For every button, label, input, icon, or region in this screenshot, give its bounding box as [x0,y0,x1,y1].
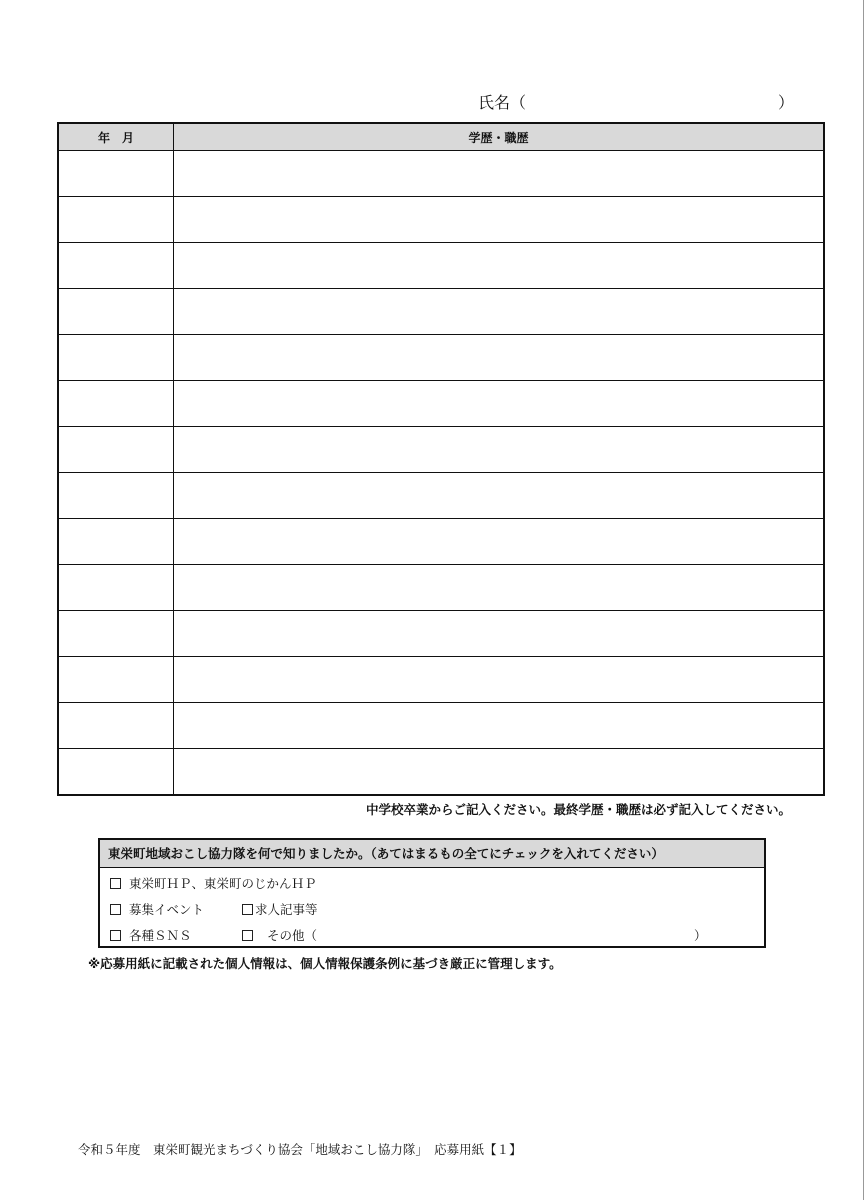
history-row [58,197,824,243]
history-cell[interactable] [174,243,825,289]
date-cell[interactable] [58,565,174,611]
option-other[interactable] [242,926,317,944]
history-row [58,565,824,611]
survey-box [98,838,766,948]
date-cell[interactable] [58,197,174,243]
option-hp[interactable] [110,874,317,892]
date-cell[interactable] [58,381,174,427]
privacy-note: ※応募用紙に記載された個人情報は、個人情報保護条例に基づき厳正に管理します。 [88,956,562,971]
name-label: 氏名（ [478,93,527,112]
date-cell[interactable] [58,611,174,657]
date-cell[interactable] [58,703,174,749]
date-cell[interactable] [58,473,174,519]
date-cell[interactable] [58,427,174,473]
history-cell[interactable] [174,151,825,197]
history-row [58,427,824,473]
checkbox-icon[interactable] [242,930,253,941]
date-cell[interactable] [58,289,174,335]
option-sns[interactable] [110,926,192,944]
history-note: 中学校卒業からご記入ください。最終学歴・職歴は必ず記入してください。 [366,802,792,817]
checkbox-icon[interactable] [110,930,121,941]
history-cell[interactable] [174,381,825,427]
checkbox-icon[interactable] [110,878,121,889]
history-cell[interactable] [174,611,825,657]
history-row [58,611,824,657]
checkbox-icon[interactable] [242,904,253,915]
history-row [58,289,824,335]
checkbox-icon[interactable] [110,904,121,915]
history-row [58,749,824,796]
history-cell[interactable] [174,565,825,611]
date-cell[interactable] [58,519,174,565]
history-body [58,151,824,796]
history-row [58,381,824,427]
option-job-article-label: 求人記事等 [255,902,318,917]
history-row [58,703,824,749]
name-field[interactable] [478,90,795,113]
history-row [58,335,824,381]
date-cell[interactable] [58,335,174,381]
history-cell[interactable] [174,749,825,796]
history-cell[interactable] [174,519,825,565]
survey-question: 東栄町地域おこし協力隊を何で知りましたか。（あてはまるもの全てにチェックを入れてください） [100,840,764,868]
history-row [58,519,824,565]
history-cell[interactable] [174,703,825,749]
option-event-label: 募集イベント [129,902,205,917]
date-cell[interactable] [58,243,174,289]
history-cell[interactable] [174,657,825,703]
option-job-article[interactable] [242,900,318,918]
history-row [58,473,824,519]
option-other-label: その他（ [267,928,318,943]
date-cell[interactable] [58,657,174,703]
option-other-close: ） [694,928,707,943]
option-hp-label: 東栄町ＨＰ、東栄町のじかんＨＰ [129,876,317,891]
date-cell[interactable] [58,151,174,197]
history-cell[interactable] [174,473,825,519]
header-history: 学歴・職歴 [174,123,825,151]
history-cell[interactable] [174,427,825,473]
history-row [58,151,824,197]
history-header-row [58,123,824,151]
history-cell[interactable] [174,335,825,381]
page-edge [863,0,864,1200]
date-cell[interactable] [58,749,174,796]
history-table [57,122,825,796]
footer: 令和５年度 東栄町観光まちづくり協会「地域おこし協力隊」 応募用紙【１】 [78,1142,522,1157]
option-event[interactable] [110,900,204,918]
history-cell[interactable] [174,289,825,335]
option-sns-label: 各種ＳＮＳ [129,928,192,943]
header-date: 年 月 [58,123,174,151]
history-row [58,657,824,703]
history-cell[interactable] [174,197,825,243]
name-close-paren: ） [778,93,795,112]
history-row [58,243,824,289]
